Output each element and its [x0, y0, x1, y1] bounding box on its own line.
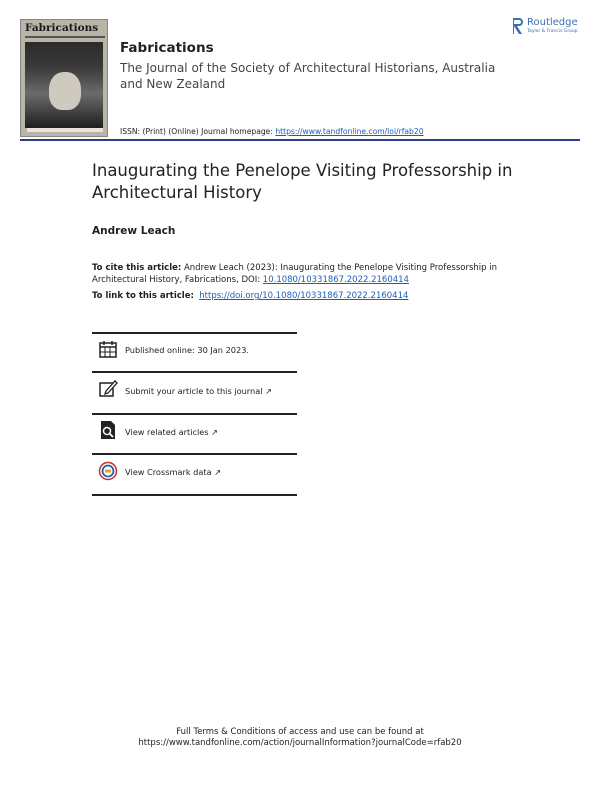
external-link-icon: ↗ [211, 427, 219, 437]
cite-label: To cite this article: [92, 263, 182, 273]
footer-terms: Full Terms & Conditions of access and use can be found at [176, 727, 424, 737]
crossmark-link[interactable] [125, 467, 221, 477]
external-link-icon: ↗ [214, 467, 222, 477]
cite-text: Andrew Leach (2023): Inaugurating the Penelope Visiting Professorship in Architectural History, Fabrications, DOI: [92, 263, 497, 285]
external-link-icon: ↗ [265, 386, 272, 396]
header-divider [20, 139, 580, 141]
divider [92, 494, 297, 496]
divider [92, 371, 297, 373]
cover-photo [25, 42, 103, 128]
submit-article-link[interactable] [125, 386, 272, 396]
related-articles-label: View related articles [125, 427, 209, 437]
link-label: To link to this article: [92, 291, 194, 301]
related-articles-link[interactable] [125, 427, 218, 437]
footer-url[interactable]: https://www.tandfonline.com/action/journalInformation?journalCode=rfab20 [138, 738, 462, 748]
divider [92, 453, 297, 455]
article-author: Andrew Leach [92, 225, 176, 237]
logo-tagline: Taylor & Francis Group [527, 29, 578, 34]
crossmark-icon [98, 461, 118, 481]
article-title: Inaugurating the Penelope Visiting Professorship in Architectural History [92, 161, 513, 202]
journal-cover [20, 19, 108, 137]
cite-doi-link[interactable]: 10.1080/10331867.2022.2160414 [262, 275, 409, 285]
cover-subtitle-bar [25, 36, 105, 38]
calendar-icon [98, 339, 118, 359]
edit-icon [98, 378, 118, 398]
citation [92, 262, 522, 286]
article-doi-link[interactable]: https://doi.org/10.1080/10331867.2022.2160414 [199, 291, 409, 301]
published-online: Published online: 30 Jan 2023. [125, 345, 250, 355]
related-articles-icon [98, 420, 118, 440]
issn-label: ISSN: (Print) (Online) Journal homepage: [120, 127, 276, 136]
issn-line [120, 127, 424, 136]
logo-name: Routledge [527, 17, 578, 28]
article-link-line [92, 291, 408, 301]
journal-name[interactable]: Fabrications [120, 40, 214, 56]
cover-portrait [49, 72, 81, 110]
submit-article-label: Submit your article to this journal [125, 386, 263, 396]
cover-title: Fabrications [25, 22, 99, 34]
journal-subtitle: The Journal of the Society of Architectural Historians, Australia and New Zealand [120, 61, 496, 91]
crossmark-label: View Crossmark data [125, 467, 212, 477]
divider [92, 332, 297, 334]
cover-band [27, 128, 103, 132]
journal-homepage-link[interactable]: https://www.tandfonline.com/loi/rfab20 [275, 127, 424, 136]
routledge-logo-icon [511, 17, 525, 35]
divider [92, 413, 297, 415]
